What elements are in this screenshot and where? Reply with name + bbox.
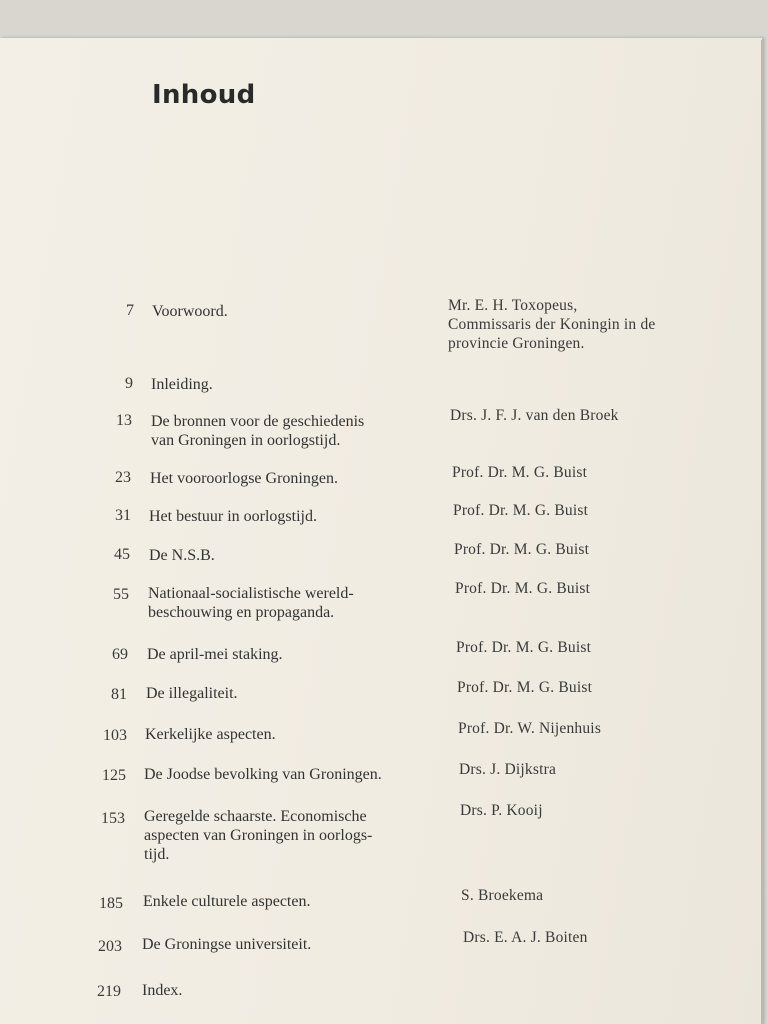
toc-page-number: 7 bbox=[126, 302, 134, 319]
toc-author: Prof. Dr. M. G. Buist bbox=[454, 541, 590, 558]
toc-title: De Groningse universiteit. bbox=[142, 936, 312, 953]
toc-title: Inleiding. bbox=[151, 376, 213, 393]
toc-title: De april-mei staking. bbox=[147, 646, 283, 663]
toc-page-number: 23 bbox=[115, 469, 131, 486]
toc-page-number: 69 bbox=[112, 646, 128, 663]
toc-title: Nationaal-socialistische wereld- beschouwing en propaganda. bbox=[148, 585, 354, 621]
toc-page-number: 153 bbox=[101, 810, 125, 827]
toc-page-number: 45 bbox=[114, 546, 130, 563]
toc-title: Het vooroorlogse Groningen. bbox=[150, 470, 338, 487]
toc-page-number: 55 bbox=[113, 586, 129, 603]
toc-page-number: 219 bbox=[97, 983, 121, 1000]
toc-title: Het bestuur in oorlogstijd. bbox=[149, 508, 317, 525]
toc-title: De illegaliteit. bbox=[146, 685, 238, 702]
toc-author: Prof. Dr. M. G. Buist bbox=[452, 464, 588, 481]
toc-page-number: 9 bbox=[125, 375, 133, 392]
toc-title: Geregelde schaarste. Economische aspecten van Groningen in oorlogs- tijd. bbox=[144, 808, 373, 863]
toc-title: Voorwoord. bbox=[152, 303, 228, 320]
toc-title: De Joodse bevolking van Groningen. bbox=[144, 766, 382, 783]
toc-title: De bronnen voor de geschiedenis van Groningen in oorlogstijd. bbox=[151, 413, 365, 449]
toc-page-number: 13 bbox=[116, 412, 132, 429]
book-page bbox=[0, 38, 762, 1024]
page-edge bbox=[761, 40, 764, 1024]
toc-title: Index. bbox=[142, 982, 183, 999]
toc-page-number: 125 bbox=[102, 767, 126, 784]
toc-author: Prof. Dr. M. G. Buist bbox=[456, 639, 592, 656]
toc-title: Kerkelijke aspecten. bbox=[145, 726, 276, 743]
toc-page-number: 31 bbox=[115, 507, 131, 524]
toc-author: Mr. E. H. Toxopeus, Commissaris der Koningin in de provincie Groningen. bbox=[448, 297, 656, 352]
page-title: Inhoud bbox=[152, 80, 256, 110]
toc-author: Drs. J. F. J. van den Broek bbox=[450, 407, 619, 424]
toc-page-number: 185 bbox=[99, 895, 123, 912]
toc-author: Prof. Dr. W. Nijenhuis bbox=[458, 720, 602, 737]
toc-page-number: 81 bbox=[111, 686, 127, 703]
toc-page-number: 203 bbox=[98, 938, 122, 955]
toc-author: S. Broekema bbox=[461, 887, 544, 904]
toc-author: Prof. Dr. M. G. Buist bbox=[455, 580, 591, 597]
toc-author: Drs. P. Kooij bbox=[460, 802, 543, 819]
toc-author: Drs. E. A. J. Boiten bbox=[463, 929, 588, 946]
toc-page-number: 103 bbox=[103, 727, 127, 744]
toc-author: Prof. Dr. M. G. Buist bbox=[457, 679, 593, 696]
toc-author: Drs. J. Dijkstra bbox=[459, 761, 557, 778]
toc-title: De N.S.B. bbox=[149, 547, 215, 564]
toc-author: Prof. Dr. M. G. Buist bbox=[453, 502, 589, 519]
toc-title: Enkele culturele aspecten. bbox=[143, 893, 311, 910]
